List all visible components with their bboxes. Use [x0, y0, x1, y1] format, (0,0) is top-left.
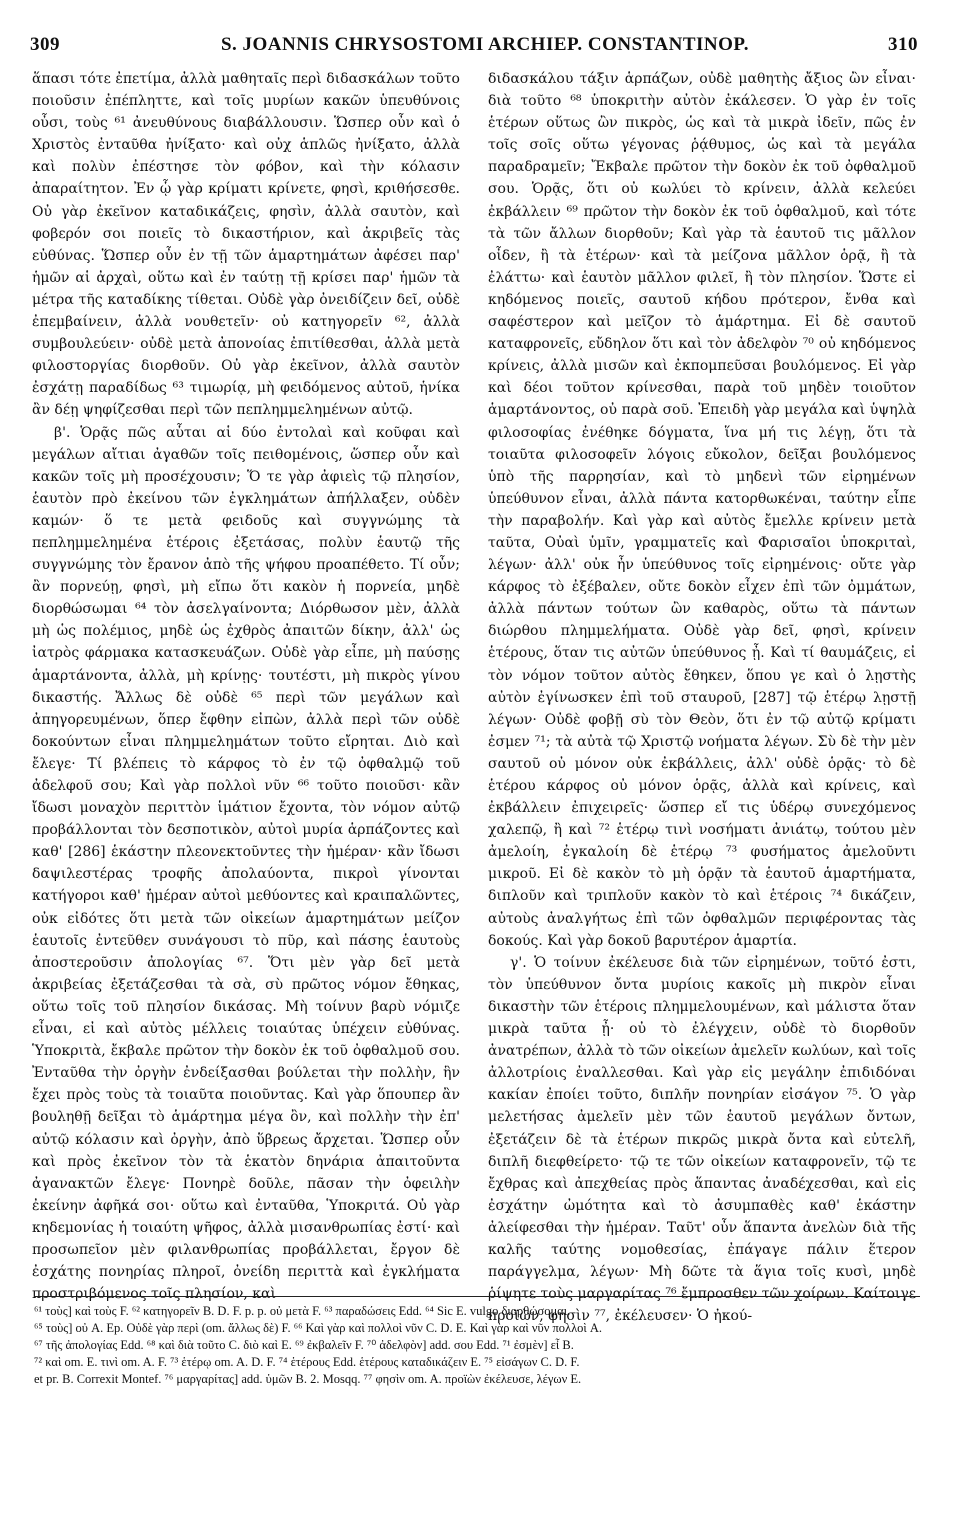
running-title: S. JOANNIS CHRYSOSTOMI ARCHIEP. CONSTANTINOP.	[220, 34, 750, 55]
left-paragraph-2: β'. Ὁρᾷς πῶς αὗται αἱ δύο ἐντολαὶ καὶ κοῦφαι καὶ μεγάλων αἴτιαι ἀγαθῶν τοῖς πειθομένοις, ὥσπερ οὖν καὶ κακῶν τοῖς μὴ προσέχουσιν; Ὅ τε γὰρ ἀφιεὶς τῷ πλησίον, ἑαυτὸν πρὸ ἐκείνου τῶν ἐγκλημάτων ἀπήλλαξεν, οὐδὲν καμών· ὅ τε μετὰ φειδοῦς καὶ συγγνώμης τὰ πεπλημμελημένα ἑτέροις ἐξετάσας, πολὺν ἑαυτῷ τῆς συγγνώμης τὸν ἔρανον ἀπὸ τῆς ψήφου προαπέθετο. Τί οὖν; ἂν πορνεύῃ, φησὶ, μὴ εἴπω ὅτι κακὸν ἡ πορνεία, μηδὲ διορθώσωμαι ⁶⁴ τὸν ἀσελγαίνοντα; Διόρθωσον μὲν, ἀλλὰ μὴ ὡς πολέμιος, μηδὲ ὡς ἐχθρὸς ἀπαιτῶν δίκην, ἀλλ' ὡς ἰατρὸς φάρμακα κατασκευάζων. Οὐδὲ γὰρ εἶπε, μὴ παύσῃς ἁμαρτάνοντα, ἀλλὰ, μὴ κρίνῃς· τουτέστι, μὴ πικρὸς γίνου δικαστής. Ἄλλως δὲ οὐδὲ ⁶⁵ περὶ τῶν μεγάλων καὶ ἀπηγορευμένων, ὅπερ ἔφθην εἰπὼν, ἀλλὰ περὶ τῶν οὐδὲ δοκούντων εἶναι πλημμελημάτων τοῦτο εἴρηται. Διὸ καὶ ἔλεγε· Τί βλέπεις τὸ κάρφος τὸ ἐν τῷ ὀφθαλμῷ τοῦ ἀδελφοῦ σου; Καὶ γὰρ πολλοὶ νῦν ⁶⁶ τοῦτο ποιοῦσι· κἂν ἴδωσι μοναχὸν περιττὸν ἱμάτιον ἔχοντα, τὸν νόμον αὐτῷ προβάλλονται τὸν δεσποτικὸν, αὐτοὶ μυρία ἁρπάζοντες καὶ καθ' [286] ἑκάστην πλεονεκτοῦντες τὴν ἡμέραν· κἂν ἴδωσι δαψιλεστέρας τροφῆς ἀπολαύοντα, πικροὶ γίνονται κατήγοροι καθ' ἡμέραν αὐτοὶ μεθύοντες καὶ κραιπαλῶντες, οὐκ εἰδότες ὅτι μετὰ τῶν οἰκείων ἁμαρτημάτων μείζον ἑαυτοῖς ἐντεῦθεν συνάγουσι τὸ πῦρ, καὶ πάσης ἑαυτοὺς ἀποστεροῦσιν ἀπολογίας ⁶⁷. Ὅτι μὲν γὰρ δεῖ μετὰ ἀκριβείας ἐξετάζεσθαι τὰ σὰ, σὺ πρῶτος νόμον ἔθηκας, οὕτω τοῖς τοῦ πλησίον δικάσας. Μὴ τοίνυν βαρὺ νόμιζε εἶναι, εἰ καὶ αὐτὸς μέλλεις τοιαύτας ὑπέχειν εὐθύνας. Ὑποκριτὰ, ἔκβαλε πρῶτον τὴν δοκὸν ἐκ τοῦ ὀφθαλμοῦ σου. Ἐνταῦθα τὴν ὀργὴν ἐνδείξασθαι βούλεται τὴν πολλὴν, ἣν ἔχει πρὸς τοὺς τὰ τοιαῦτα ποιοῦντας. Καὶ γὰρ ὅπουπερ ἂν βουληθῇ δεῖξαι τὸ ἁμάρτημα μέγα ὂν, καὶ πολλὴν τὴν ἐπ' αὐτῷ κόλασιν καὶ ὀργὴν, ἀπὸ ὕβρεως ἄρχεται. Ὥσπερ οὖν καὶ πρὸς ἐκεῖνον τὸν τὰ ἑκατὸν δηνάρια ἀπαιτοῦντα ἀγανακτῶν ἔλεγε· Πονηρὲ δοῦλε, πᾶσαν τὴν ὀφειλὴν ἐκείνην ἀφῆκά σοι· οὕτω καὶ ἐνταῦθα, Ὑποκριτά. Οὐ γὰρ κηδεμονίας ἡ τοιαύτη ψῆφος, ἀλλὰ μισανθρωπίας ἐστί· καὶ προσωπεῖον μὲν φιλανθρωπίας προβάλλεται, ἔργον δὲ ἐσχάτης πονηρίας πληροῖ, ὀνείδη περιττὰ καὶ ἐγκλήματα προστριβόμενος τοῖς πλησίον, καὶ	[32, 424, 460, 1303]
footnote-line: ⁶⁵ τοὺς] οὐ A. Ep. Οὐδὲ γὰρ περὶ (om. ἄλλως δὲ) F. ⁶⁶ Καὶ γὰρ καὶ πολλοὶ νῦν C. D. E. Καὶ γὰρ καὶ νῦν πολλοὶ A.	[34, 1321, 603, 1335]
running-head	[30, 34, 918, 64]
left-column	[32, 68, 460, 1305]
left-paragraph-1: ἅπασι τότε ἐπετίμα, ἀλλὰ μαθηταῖς περὶ διδασκάλων τοῦτο ποιοῦσιν ἐπέπληττε, καὶ τοῖς μυρίων κακῶν ὑπευθύνοις οὖσι, τοὺς ⁶¹ ἀνευθύνους διαβάλλουσιν. Ὥσπερ οὖν καὶ ὁ Χριστὸς ἐνταῦθα ἠνίξατο· καὶ οὐχ ἁπλῶς ἠνίξατο, ἀλλὰ καὶ πολὺν ἐπέστησε τὸν φόβον, καὶ τὴν κόλασιν ἀπαραίτητον. Ἐν ᾧ γὰρ κρίματι κρίνετε, φησὶ, κριθήσεσθε. Οὐ γὰρ ἐκεῖνον καταδικάζεις, φησὶν, ἀλλὰ σαυτὸν, καὶ φοβερόν σοι ποιεῖς τὸ δικαστήριον, καὶ ἀκριβεῖς τὰς εὐθύνας. Ὥσπερ οὖν ἐν τῇ τῶν ἁμαρτημάτων ἀφέσει παρ' ἡμῶν αἱ ἀρχαὶ, οὕτω καὶ ἐν ταύτῃ τῇ κρίσει παρ' ἡμῶν τὰ μέτρα τῆς καταδίκης τίθεται. Οὐδὲ γὰρ ὀνειδίζειν δεῖ, οὐδὲ ἐπεμβαίνειν, ἀλλὰ νουθετεῖν· οὐ κατηγορεῖν ⁶², ἀλλὰ συμβουλεύειν· οὐδὲ μετὰ ἀπονοίας ἐπιτίθεσθαι, ἀλλὰ μετὰ φιλοστοργίας διορθοῦν. Οὐ γὰρ ἐκεῖνον, ἀλλὰ σαυτὸν ἐσχάτῃ παραδίδως ⁶³ τιμωρίᾳ, μὴ φειδόμενος αὐτοῦ, ἡνίκα ἂν δέῃ ψηφίζεσθαι περὶ τῶν πεπλημμελημένων αὐτῷ.	[32, 71, 460, 419]
footnote-line: ⁷² καὶ om. E. τινὶ om. A. F. ⁷³ ἑτέρῳ om. A. D. F. ⁷⁴ ἑτέρους Edd. ἑτέρους καταδικάζειν E. ⁷⁵ εἰσάγων C. D. F.	[34, 1355, 580, 1369]
left-column-number: 309	[30, 34, 60, 55]
right-column	[488, 68, 916, 1327]
footnotes	[34, 1296, 920, 1388]
right-column-number: 310	[888, 34, 918, 55]
right-paragraph-2: γ'. Ὁ τοίνυν ἐκέλευσε διὰ τῶν εἰρημένων, τοῦτό ἐστι, τὸν ὑπεύθυνον ὄντα μυρίοις κακοῖς μὴ πικρὸν εἶναι δικαστὴν τῶν ἑτέροις πλημμελουμένων, καὶ μάλιστα ὅταν μικρὰ ταῦτα ᾖ· οὐ τὸ ἐλέγχειν, οὐδὲ τὸ διορθοῦν ἀνατρέπων, ἀλλὰ τὸ τῶν οἰκείων ἀμελεῖν κωλύων, καὶ τοῖς ἀλλοτρίοις ἐναλλεσθαι. Καὶ γὰρ εἰς μεγάλην ἐπιδιδόναι κακίαν ἐποίει τοῦτο, διπλῆν πονηρίαν εἰσάγον ⁷⁵. Ὁ γὰρ μελετήσας ἀμελεῖν μὲν τῶν ἑαυτοῦ μεγάλων ὄντων, ἐξετάζειν δὲ τὰ ἑτέρων πικρῶς μικρὰ ὄντα καὶ εὐτελῆ, διπλῆ διεφθείρετο· τῷ τε τῶν οἰκείων καταφρονεῖν, τῷ τε ἔχθρας καὶ ἀπεχθείας πρὸς ἅπαντας ἀναδέχεσθαι, καὶ εἰς ἐσχάτην ὠμότητα καὶ τὸ ἀσυμπαθὲς καθ' ἑκάστην ἀλείφεσθαι τὴν ἡμέραν. Ταῦτ' οὖν ἅπαντα ἀνελὼν διὰ τῆς καλῆς ταύτης νομοθεσίας, ἐπάγαγε πάλιν ἕτερον παράγγελμα, λέγων· Μὴ δῶτε τὰ ἅγια τοῖς κυσὶ, μηδὲ ῥίψητε τοὺς μαργαρίτας ⁷⁶ ἔμπροσθεν τῶν χοίρων. Καίτοιγε προϊὼν, φησὶν ⁷⁷, ἐκέλευσεν· Ὁ ἠκού-	[488, 954, 916, 1325]
page	[30, 34, 918, 1514]
footnote-line: ⁶⁷ τῆς ἀπολογίας Edd. ⁶⁸ καὶ διὰ τοῦτο C. διὸ καὶ E. ⁶⁹ ἐκβαλεῖν F. ⁷⁰ ἀδελφὸν] add. σου Edd. ⁷¹ ἐσμὲν] εἶ B.	[34, 1338, 574, 1352]
footnote-line: et pr. B. Correxit Montef. ⁷⁶ μαργαρίτας] add. ὑμῶν B. 2. Mosqq. ⁷⁷ φησὶν om. A. προϊὼν ἐκέλευσε, λέγων E.	[34, 1372, 582, 1386]
right-paragraph-1: διδασκάλου τάξιν ἁρπάζων, οὐδὲ μαθητὴς ἄξιος ὢν εἶναι· διὰ τοῦτο ⁶⁸ ὑποκριτὴν αὐτὸν ἐκάλεσεν. Ὁ γὰρ ἐν τοῖς ἑτέρων οὕτως ὢν πικρὸς, ὡς καὶ τὰ μικρὰ ἰδεῖν, πῶς ἐν τοῖς σοῖς οὕτω γέγονας ῥᾴθυμος, ὡς καὶ τὰ μεγάλα παραδραμεῖν; Ἔκβαλε πρῶτον τὴν δοκὸν ἐκ τοῦ ὀφθαλμοῦ σου. Ὁρᾷς, ὅτι οὐ κωλύει τὸ κρίνειν, ἀλλὰ κελεύει ἐκβάλλειν ⁶⁹ πρῶτον τὴν δοκὸν ἐκ τοῦ ὀφθαλμοῦ, καὶ τότε τὰ τῶν ἄλλων διορθοῦν; Καὶ γὰρ τὰ ἑαυτοῦ τις μᾶλλον οἶδεν, ἢ τὰ ἑτέρων· καὶ τὰ μείζονα μᾶλλον ὁρᾷ, ἢ τὰ ἐλάττω· καὶ ἑαυτὸν μᾶλλον φιλεῖ, ἢ τὸν πλησίον. Ὥστε εἰ κηδόμενος ποιεῖς, σαυτοῦ κήδου πρότερον, ἔνθα καὶ σαφέστερον καὶ μεῖζον τὸ ἁμάρτημα. Εἰ δὲ σαυτοῦ καταφρονεῖς, εὔδηλον ὅτι καὶ τὸν ἀδελφὸν ⁷⁰ οὐ κηδόμενος κρίνεις, ἀλλὰ μισῶν καὶ ἐκπομπεῦσαι βουλόμενος. Εἰ γὰρ καὶ δέοι τοῦτον κρίνεσθαι, παρὰ τοῦ μηδὲν τοιοῦτον ἁμαρτάνοντος, οὐ παρὰ σοῦ. Ἐπειδὴ γὰρ μεγάλα καὶ ὑψηλὰ φιλοσοφίας ἐνέθηκε δόγματα, ἵνα μή τις λέγῃ, ὅτι τὰ τοιαῦτα φιλοσοφεῖν λόγοις εὔκολον, δεῖξαι βουλόμενος ὑπὸ τῆς παρρησίαν, καὶ τὸ μηδενὶ τῶν εἰρημένων ὑπεύθυνον εἶναι, ἀλλὰ πάντα κατορθωκέναι, ταύτην εἶπε τὴν παραβολήν. Καὶ γὰρ καὶ αὐτὸς ἔμελλε κρίνειν μετὰ ταῦτα, Οὐαὶ ὑμῖν, γραμματεῖς καὶ Φαρισαῖοι ὑποκριταὶ, λέγων· ἀλλ' οὐκ ἦν ὑπεύθυνος τοῖς εἰρημένοις· οὔτε γὰρ κάρφος τὸ ἐξέβαλεν, οὔτε δοκὸν εἶχεν ἐπὶ τῶν ὀμμάτων, ἀλλὰ πάντων τούτων ὢν καθαρὸς, οὕτω τὰ πάντων διώρθου πλημμελήματα. Οὐδὲ γὰρ δεῖ, φησὶ, κρίνειν ἑτέρους, ὅταν τις αὐτῶν ὑπεύθυνος ᾖ. Καὶ τί θαυμάζεις, εἰ τὸν νόμον τοῦτον αὐτὸς ἔθηκεν, ὅπου γε καὶ ὁ λῃστὴς αὐτὸν ἐγίνωσκεν ἐπὶ τοῦ σταυροῦ, [287] τῷ ἑτέρῳ λῃστῇ λέγων· Οὐδὲ φοβῇ σὺ τὸν Θεὸν, ὅτι ἐν τῷ αὐτῷ κρίματι ἐσμεν ⁷¹; τὰ αὐτὰ τῷ Χριστῷ νοήματα λέγων. Σὺ δὲ τὴν μὲν σαυτοῦ οὐ μόνον οὐκ ἐκβάλλεις, ἀλλ' οὐδὲ ὁρᾷς· τὸ δὲ ἑτέρου κάρφος οὐ μόνον ὁρᾷς, ἀλλὰ καὶ κρίνεις, καὶ ἐκβάλλειν ἐπιχειρεῖς· ὥσπερ εἴ τις ὑδέρῳ συνεχόμενος χαλεπῷ, ἢ καὶ ⁷² ἑτέρῳ τινὶ νοσήματι ἀνιάτῳ, τούτου μὲν ἀμελοίη, ἐγκαλοίη δὲ ἑτέρῳ ⁷³ φυσήματος ἀμελοῦντι μικροῦ. Εἰ δὲ κακὸν τὸ μὴ ὁρᾷν τὰ ἑαυτοῦ ἁμαρτήματα, διπλοῦν καὶ τριπλοῦν κακὸν τὸ καὶ ἑτέροις ⁷⁴ δικάζειν, αὐτοὺς ἀναλγήτως ἐπὶ τῶν ὀφθαλμῶν περιφέροντας τὰς δοκούς. Καὶ γὰρ δοκοῦ βαρυτέρον ἁμαρτία.	[488, 71, 916, 949]
footnote-line: ⁶¹ τοὺς] καὶ τοὺς F. ⁶² κατηγορεῖν B. D. F. p. p. οὐ μετὰ F. ⁶³ παραδώσεις Edd. ⁶⁴ Sic E. vulgo διορθώσομαι.	[34, 1304, 571, 1318]
